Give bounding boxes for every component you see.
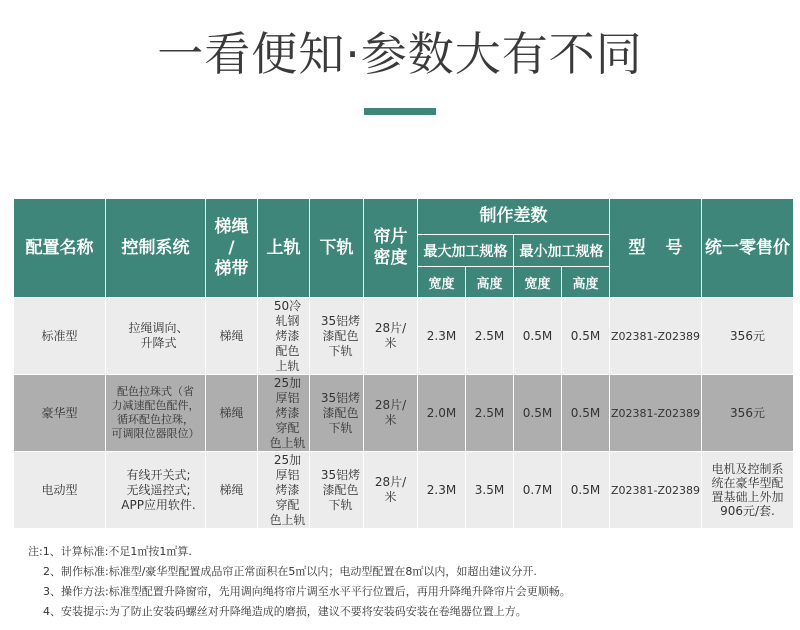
cell-price-line: 356元 <box>730 405 765 420</box>
cell-bottom-rail-line: 35铝烤 <box>320 390 361 405</box>
header-top-rail: 上轨 <box>258 199 310 298</box>
cell-top-rail-line: 穿配 <box>275 420 300 435</box>
cell-top-rail-line: 烤漆 <box>275 328 300 343</box>
note-line: 4、安装提示:为了防止安装码螺丝对升降绳造成的磨损，建议不要将安装码安装在卷绳器位置上方。 <box>43 605 527 618</box>
cell-min-height: 0.5M <box>562 298 610 375</box>
cell-control <box>106 375 206 452</box>
cell-top-rail <box>258 375 310 452</box>
header-config-name: 配置名称 <box>14 199 106 298</box>
cell-control-line: APP应用软件. <box>121 497 196 512</box>
header-min-spec: 最小加工规格 <box>514 235 610 267</box>
cell-density <box>364 452 418 529</box>
cell-price-line: 置基础上外加 <box>711 490 784 504</box>
cell-control-line: 升降式 <box>140 336 177 350</box>
cell-bottom-rail-line: 漆配色 <box>322 328 359 343</box>
cell-control-line: 拉绳调向、 <box>128 321 189 335</box>
cell-control-line: 无线遥控式; <box>126 482 191 497</box>
cell-bottom-rail <box>310 375 364 452</box>
cell-density-line: 米 <box>384 413 397 427</box>
cell-top-rail-line: 厚铝 <box>275 467 300 482</box>
cell-price <box>702 298 794 375</box>
cell-bottom-rail <box>310 452 364 529</box>
cell-control-line: 可调限位器限位） <box>111 427 200 440</box>
cell-model: Z02381-Z02389 <box>610 298 702 375</box>
header-min-width: 宽度 <box>514 267 562 298</box>
cell-bottom-rail-line: 漆配色 <box>322 405 359 420</box>
cell-bottom-rail <box>310 298 364 375</box>
header-ladder-line: 梯绳 <box>214 216 249 237</box>
cell-min-width: 0.5M <box>514 375 562 452</box>
cell-top-rail <box>258 452 310 529</box>
cell-max-width: 2.3M <box>418 452 466 529</box>
header-max-spec: 最大加工规格 <box>418 235 514 267</box>
cell-control-line: 循环配色拉珠， <box>117 413 194 426</box>
cell-price-line: 电机及控制系 <box>711 462 784 476</box>
cell-bottom-rail-line: 下轨 <box>328 343 353 358</box>
cell-max-height: 2.5M <box>466 375 514 452</box>
cell-min-width: 0.7M <box>514 452 562 529</box>
table-row <box>14 452 794 529</box>
header-max-height: 高度 <box>466 267 514 298</box>
header-ladder-line: / <box>228 237 235 258</box>
cell-top-rail-line: 烤漆 <box>275 405 300 420</box>
cell-bottom-rail-line: 35铝烤 <box>320 313 361 328</box>
cell-config-name: 豪华型 <box>14 375 106 452</box>
cell-ladder: 梯绳 <box>206 452 258 529</box>
cell-control-line: 力减速配色配件， <box>111 399 200 412</box>
cell-control <box>106 452 206 529</box>
cell-config-name: 电动型 <box>14 452 106 529</box>
cell-top-rail <box>258 298 310 375</box>
cell-density-line: 28片/ <box>374 321 407 335</box>
cell-min-height: 0.5M <box>562 375 610 452</box>
cell-max-width: 2.0M <box>418 375 466 452</box>
cell-ladder: 梯绳 <box>206 298 258 375</box>
cell-top-rail-line: 配色 <box>275 343 300 358</box>
cell-min-height: 0.5M <box>562 452 610 529</box>
notes-section <box>28 542 788 622</box>
header-spec-group: 制作差数 <box>418 199 610 235</box>
cell-top-rail-line: 25加 <box>273 375 302 390</box>
cell-max-height: 3.5M <box>466 452 514 529</box>
cell-control-line: 配色拉珠式（省 <box>117 385 194 398</box>
cell-bottom-rail-line: 35铝烤 <box>320 467 361 482</box>
header-ladder <box>206 199 258 298</box>
cell-top-rail-line: 轧钢 <box>275 313 300 328</box>
cell-model: Z02381-Z02389 <box>610 452 702 529</box>
cell-density-line: 28片/ <box>374 398 407 412</box>
header-bottom-rail: 下轨 <box>310 199 364 298</box>
header-price: 统一零售价 <box>702 199 794 298</box>
cell-control-line: 有线开关式; <box>126 467 191 482</box>
header-density-line: 密度 <box>373 248 408 268</box>
cell-min-width: 0.5M <box>514 298 562 375</box>
header-model: 型 号 <box>610 199 702 298</box>
cell-ladder: 梯绳 <box>206 375 258 452</box>
cell-density-line: 28片/ <box>374 475 407 489</box>
cell-max-width: 2.3M <box>418 298 466 375</box>
cell-density <box>364 375 418 452</box>
cell-top-rail-line: 色上轨 <box>269 512 306 527</box>
cell-price-line: 统在豪华型配 <box>711 476 784 490</box>
cell-bottom-rail-line: 下轨 <box>328 497 353 512</box>
table-row <box>14 375 794 452</box>
cell-bottom-rail-line: 下轨 <box>328 420 353 435</box>
header-min-height: 高度 <box>562 267 610 298</box>
header-ladder-line: 梯带 <box>214 258 249 279</box>
cell-density-line: 米 <box>384 490 397 504</box>
cell-bottom-rail-line: 漆配色 <box>322 482 359 497</box>
cell-top-rail-line: 厚铝 <box>275 390 300 405</box>
header-density-line: 帘片 <box>373 227 408 247</box>
cell-price <box>702 375 794 452</box>
note-line: 3、操作方法:标准型配置升降窗帘，先用调向绳将帘片调至水平平行位置后，再用升降绳升降帘片会更顺畅。 <box>43 585 571 598</box>
cell-top-rail-line: 穿配 <box>275 497 300 512</box>
title-underline <box>364 108 436 115</box>
note-line: 注:1、计算标准:不足1㎡按1㎡算. <box>28 545 192 558</box>
cell-price-line: 906元/套. <box>720 504 775 518</box>
cell-density <box>364 298 418 375</box>
cell-max-height: 2.5M <box>466 298 514 375</box>
header-density <box>364 199 418 298</box>
cell-density-line: 米 <box>384 336 397 350</box>
page-title: 一看便知·参数大有不同 <box>157 27 643 81</box>
cell-price <box>702 452 794 529</box>
cell-config-name: 标准型 <box>14 298 106 375</box>
note-line: 2、制作标准:标准型/豪华型配置成品帘正常面积在5㎡以内；电动型配置在8㎡以内，如超出建议分开. <box>43 565 537 578</box>
cell-top-rail-line: 50冷 <box>273 298 302 313</box>
spec-table <box>13 198 794 529</box>
cell-top-rail-line: 色上轨 <box>269 435 306 450</box>
cell-top-rail-line: 25加 <box>273 452 302 467</box>
header-max-width: 宽度 <box>418 267 466 298</box>
cell-top-rail-line: 烤漆 <box>275 482 300 497</box>
cell-top-rail-line: 上轨 <box>275 358 300 373</box>
header-control: 控制系统 <box>106 199 206 298</box>
cell-control <box>106 298 206 375</box>
cell-price-line: 356元 <box>730 328 765 343</box>
cell-model: Z02381-Z02389 <box>610 375 702 452</box>
table-row <box>14 298 794 375</box>
